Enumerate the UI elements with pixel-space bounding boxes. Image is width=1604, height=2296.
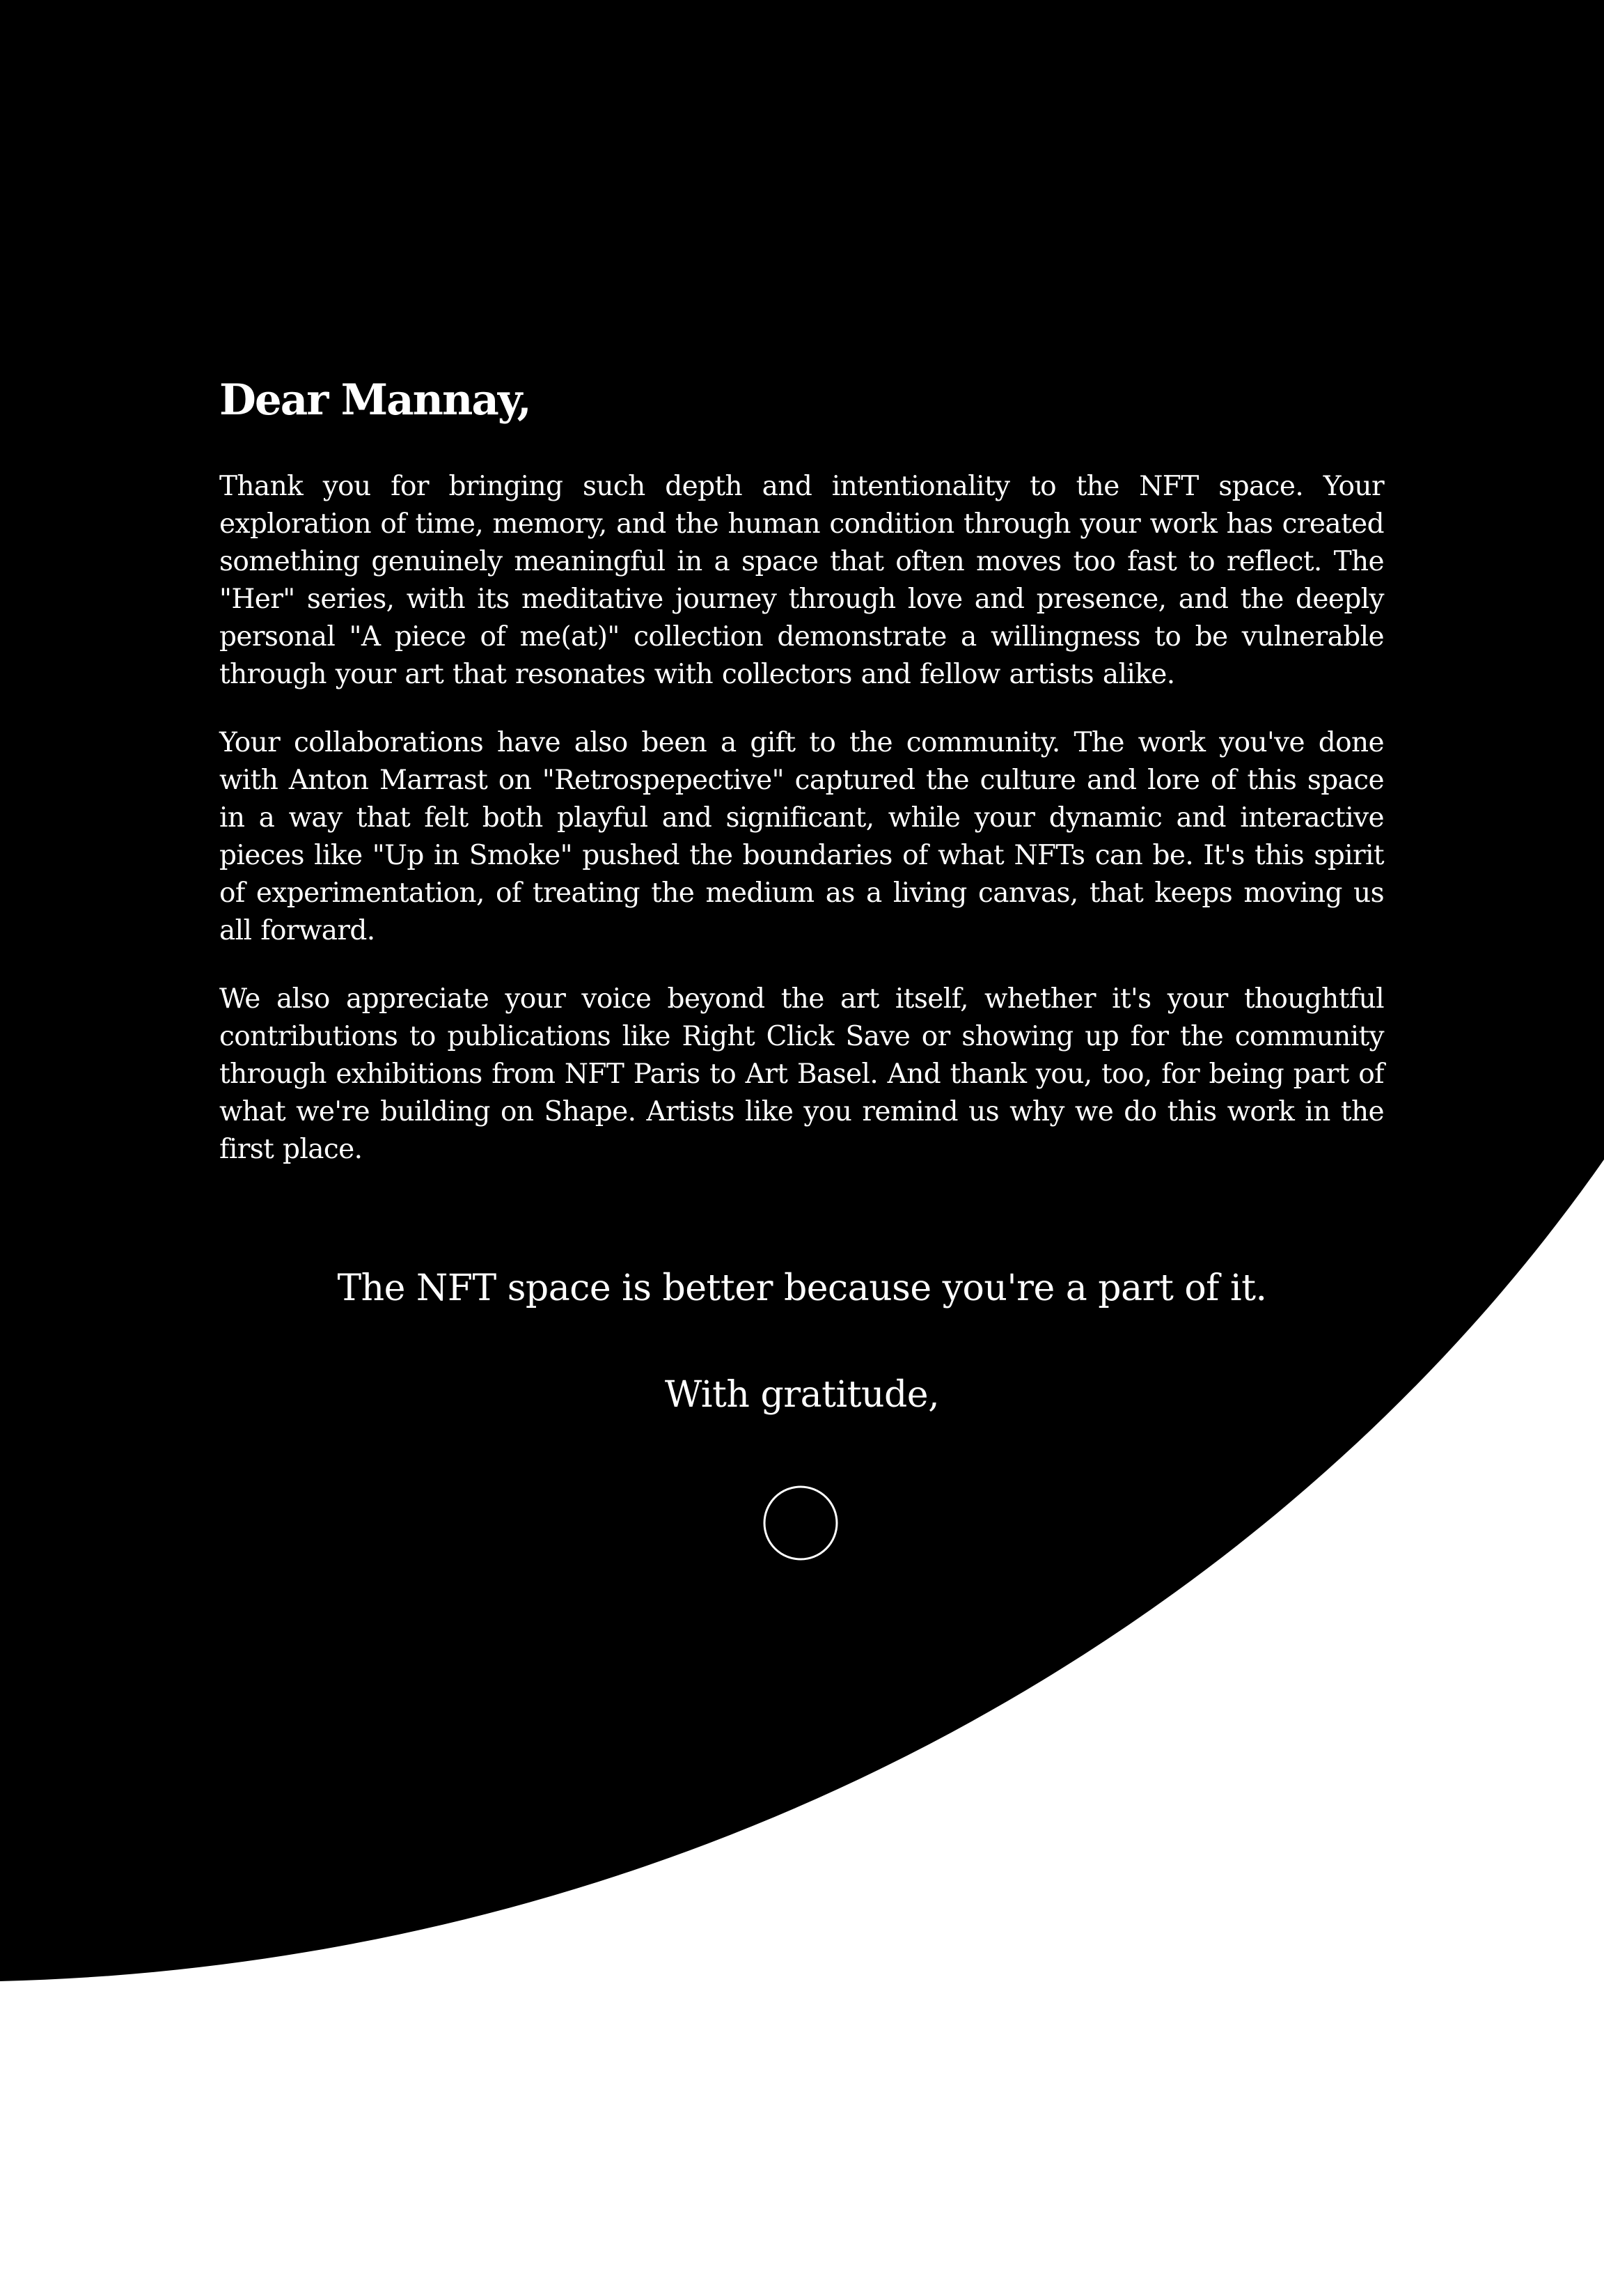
closing-statement: The NFT space is better because you're a part of it.: [337, 1267, 1267, 1309]
circle-outline-icon: [763, 1485, 838, 1561]
letter-body: [219, 376, 1384, 1199]
letter-paragraph-2: Your collaborations have also been a gift to the community. The work you've done with Anton Marrast on "Retrospepective" captured the culture and lore of this space in a way that felt both playful and significant, while your dynamic and interactive pieces like "Up in Smoke" pushed the boundaries of what NFTs can be. It's this spirit of experimentation, of treating the medium as a living canvas, that keeps moving us all forward.: [219, 727, 1384, 946]
letter-paragraph-3: We also appreciate your voice beyond the art itself, whether it's your thoughtful contributions to publications like Right Click Save or showing up for the community through exhibitions from NFT Paris to Art Basel. And thank you, too, for being part of what we're building on Shape. Artists like you remind us why we do this work in the first place.: [219, 983, 1384, 1165]
greeting-heading: Dear Mannay,: [219, 375, 530, 425]
signoff: With gratitude,: [664, 1374, 940, 1416]
letter-paragraph-1: Thank you for bringing such depth and intentionality to the NFT space. Your exploration of time, memory, and the human condition through your work has created something genuinely meaningful in a space that often moves too fast to reflect. The "Her" series, with its meditative journey through love and presence, and the deeply personal "A piece of me(at)" collection demonstrate a willingness to be vulnerable through your art that resonates with collectors and fellow artists alike.: [219, 471, 1384, 690]
